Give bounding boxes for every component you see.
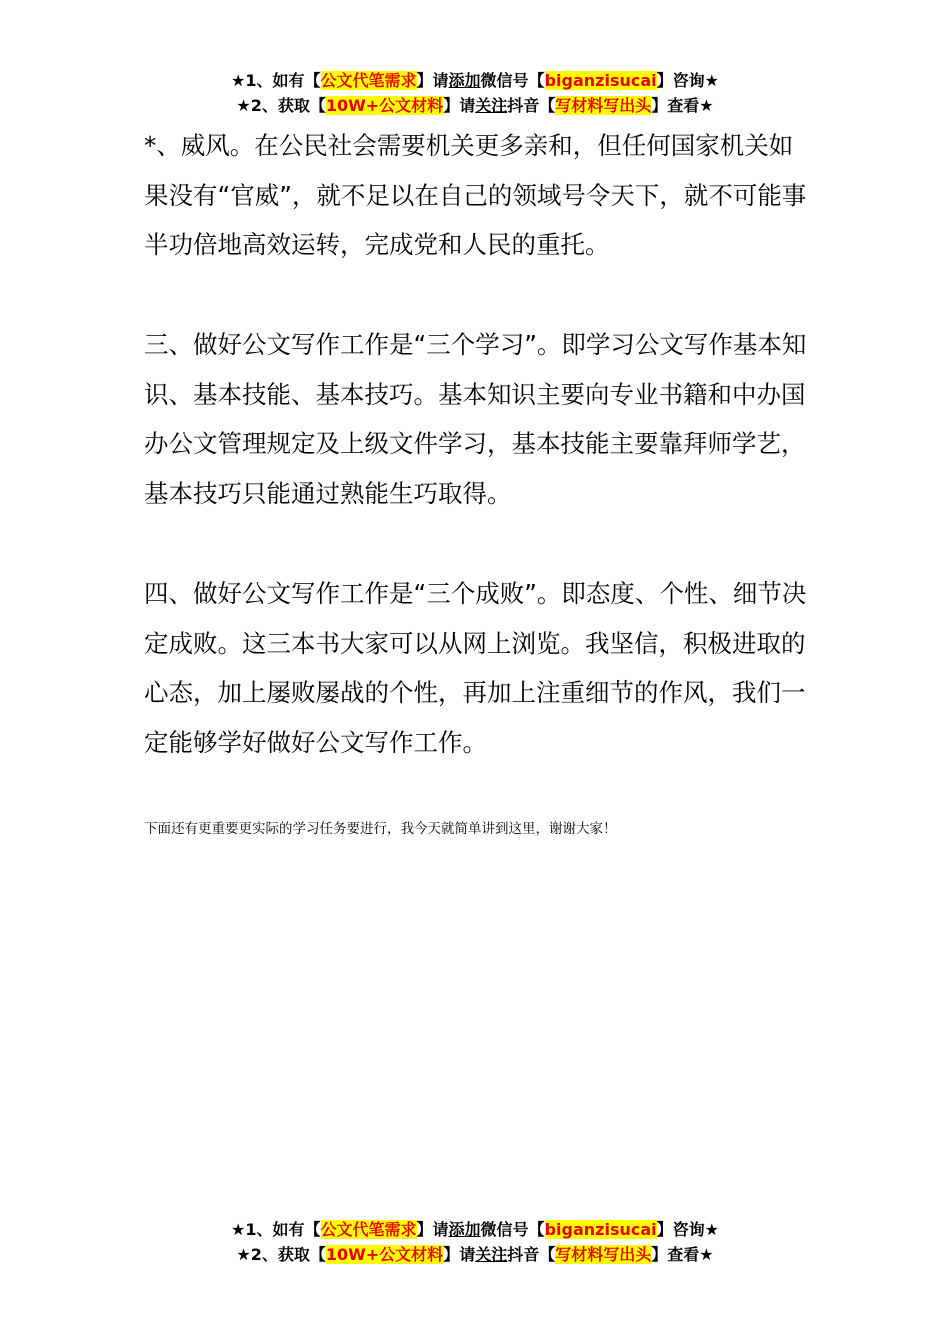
- douyin-name-highlight: 写材料写出头: [555, 96, 652, 115]
- promo-underline: 添加: [448, 71, 481, 90]
- promo-underline: 关注: [475, 96, 508, 115]
- promo-highlight: 公文代笔需求: [320, 1220, 417, 1239]
- paragraph-text: 四、做好公文写作工作是“三个成败”。即态度、个性、细节决定成败。这三本书大家可以从网上浏览。我坚信，积极进取的心态，加上屡败屡战的个性，再加上注重细节的作风，我们一定能够学好做好公文写作工作。: [144, 579, 807, 757]
- promo-text: ★2、获取【: [236, 96, 326, 115]
- promo-text: 】咨询★: [656, 71, 719, 90]
- promo-text: ★2、获取【: [236, 1245, 326, 1264]
- promo-text: 】查看★: [651, 1245, 714, 1264]
- promo-highlight: 10W+公文材料: [325, 96, 444, 115]
- promo-text: 抖音【: [507, 1245, 556, 1264]
- footer-promo-banner: [0, 1217, 950, 1267]
- douyin-name-highlight: 写材料写出头: [555, 1245, 652, 1264]
- promo-text: ★1、如有【: [231, 1220, 321, 1239]
- promo-text: 】查看★: [651, 96, 714, 115]
- body-paragraph-2: [144, 320, 812, 518]
- promo-line-2: [0, 1242, 950, 1267]
- promo-text: 】请: [416, 1220, 449, 1239]
- promo-text: 】请: [443, 1245, 476, 1264]
- promo-underline: 添加: [448, 1220, 481, 1239]
- promo-line-2: [0, 93, 950, 118]
- promo-text: 抖音【: [507, 96, 556, 115]
- promo-text: 微信号【: [480, 71, 545, 90]
- paragraph-text: *、威风。在公民社会需要机关更多亲和，但任何国家机关如果没有“官威”，就不足以在自己的领域号令天下，就不可能事半功倍地高效运转，完成党和人民的重托。: [144, 131, 807, 259]
- promo-text: 】请: [443, 96, 476, 115]
- promo-line-1: [0, 1217, 950, 1242]
- promo-text: 】请: [416, 71, 449, 90]
- promo-text: 微信号【: [480, 1220, 545, 1239]
- promo-highlight: 10W+公文材料: [325, 1245, 444, 1264]
- wechat-id-highlight: biganzisucai: [544, 1220, 657, 1239]
- paragraph-text: 三、做好公文写作工作是“三个学习”。即学习公文写作基本知识、基本技能、基本技巧。基本知识主要向专业书籍和中办国办公文管理规定及上级文件学习，基本技能主要靠拜师学艺，基本技巧只能通过熟能生巧取得。: [144, 330, 807, 508]
- header-promo-banner: [0, 68, 950, 118]
- wechat-id-highlight: biganzisucai: [544, 71, 657, 90]
- body-paragraph-3: [144, 569, 812, 767]
- body-paragraph-1: [144, 121, 812, 270]
- promo-underline: 关注: [475, 1245, 508, 1264]
- closing-remark: 下面还有更重要更实际的学习任务要进行，我今天就简单讲到这里，谢谢大家！: [144, 821, 617, 837]
- promo-highlight: 公文代笔需求: [320, 71, 417, 90]
- promo-text: 】咨询★: [656, 1220, 719, 1239]
- promo-line-1: [0, 68, 950, 93]
- promo-text: ★1、如有【: [231, 71, 321, 90]
